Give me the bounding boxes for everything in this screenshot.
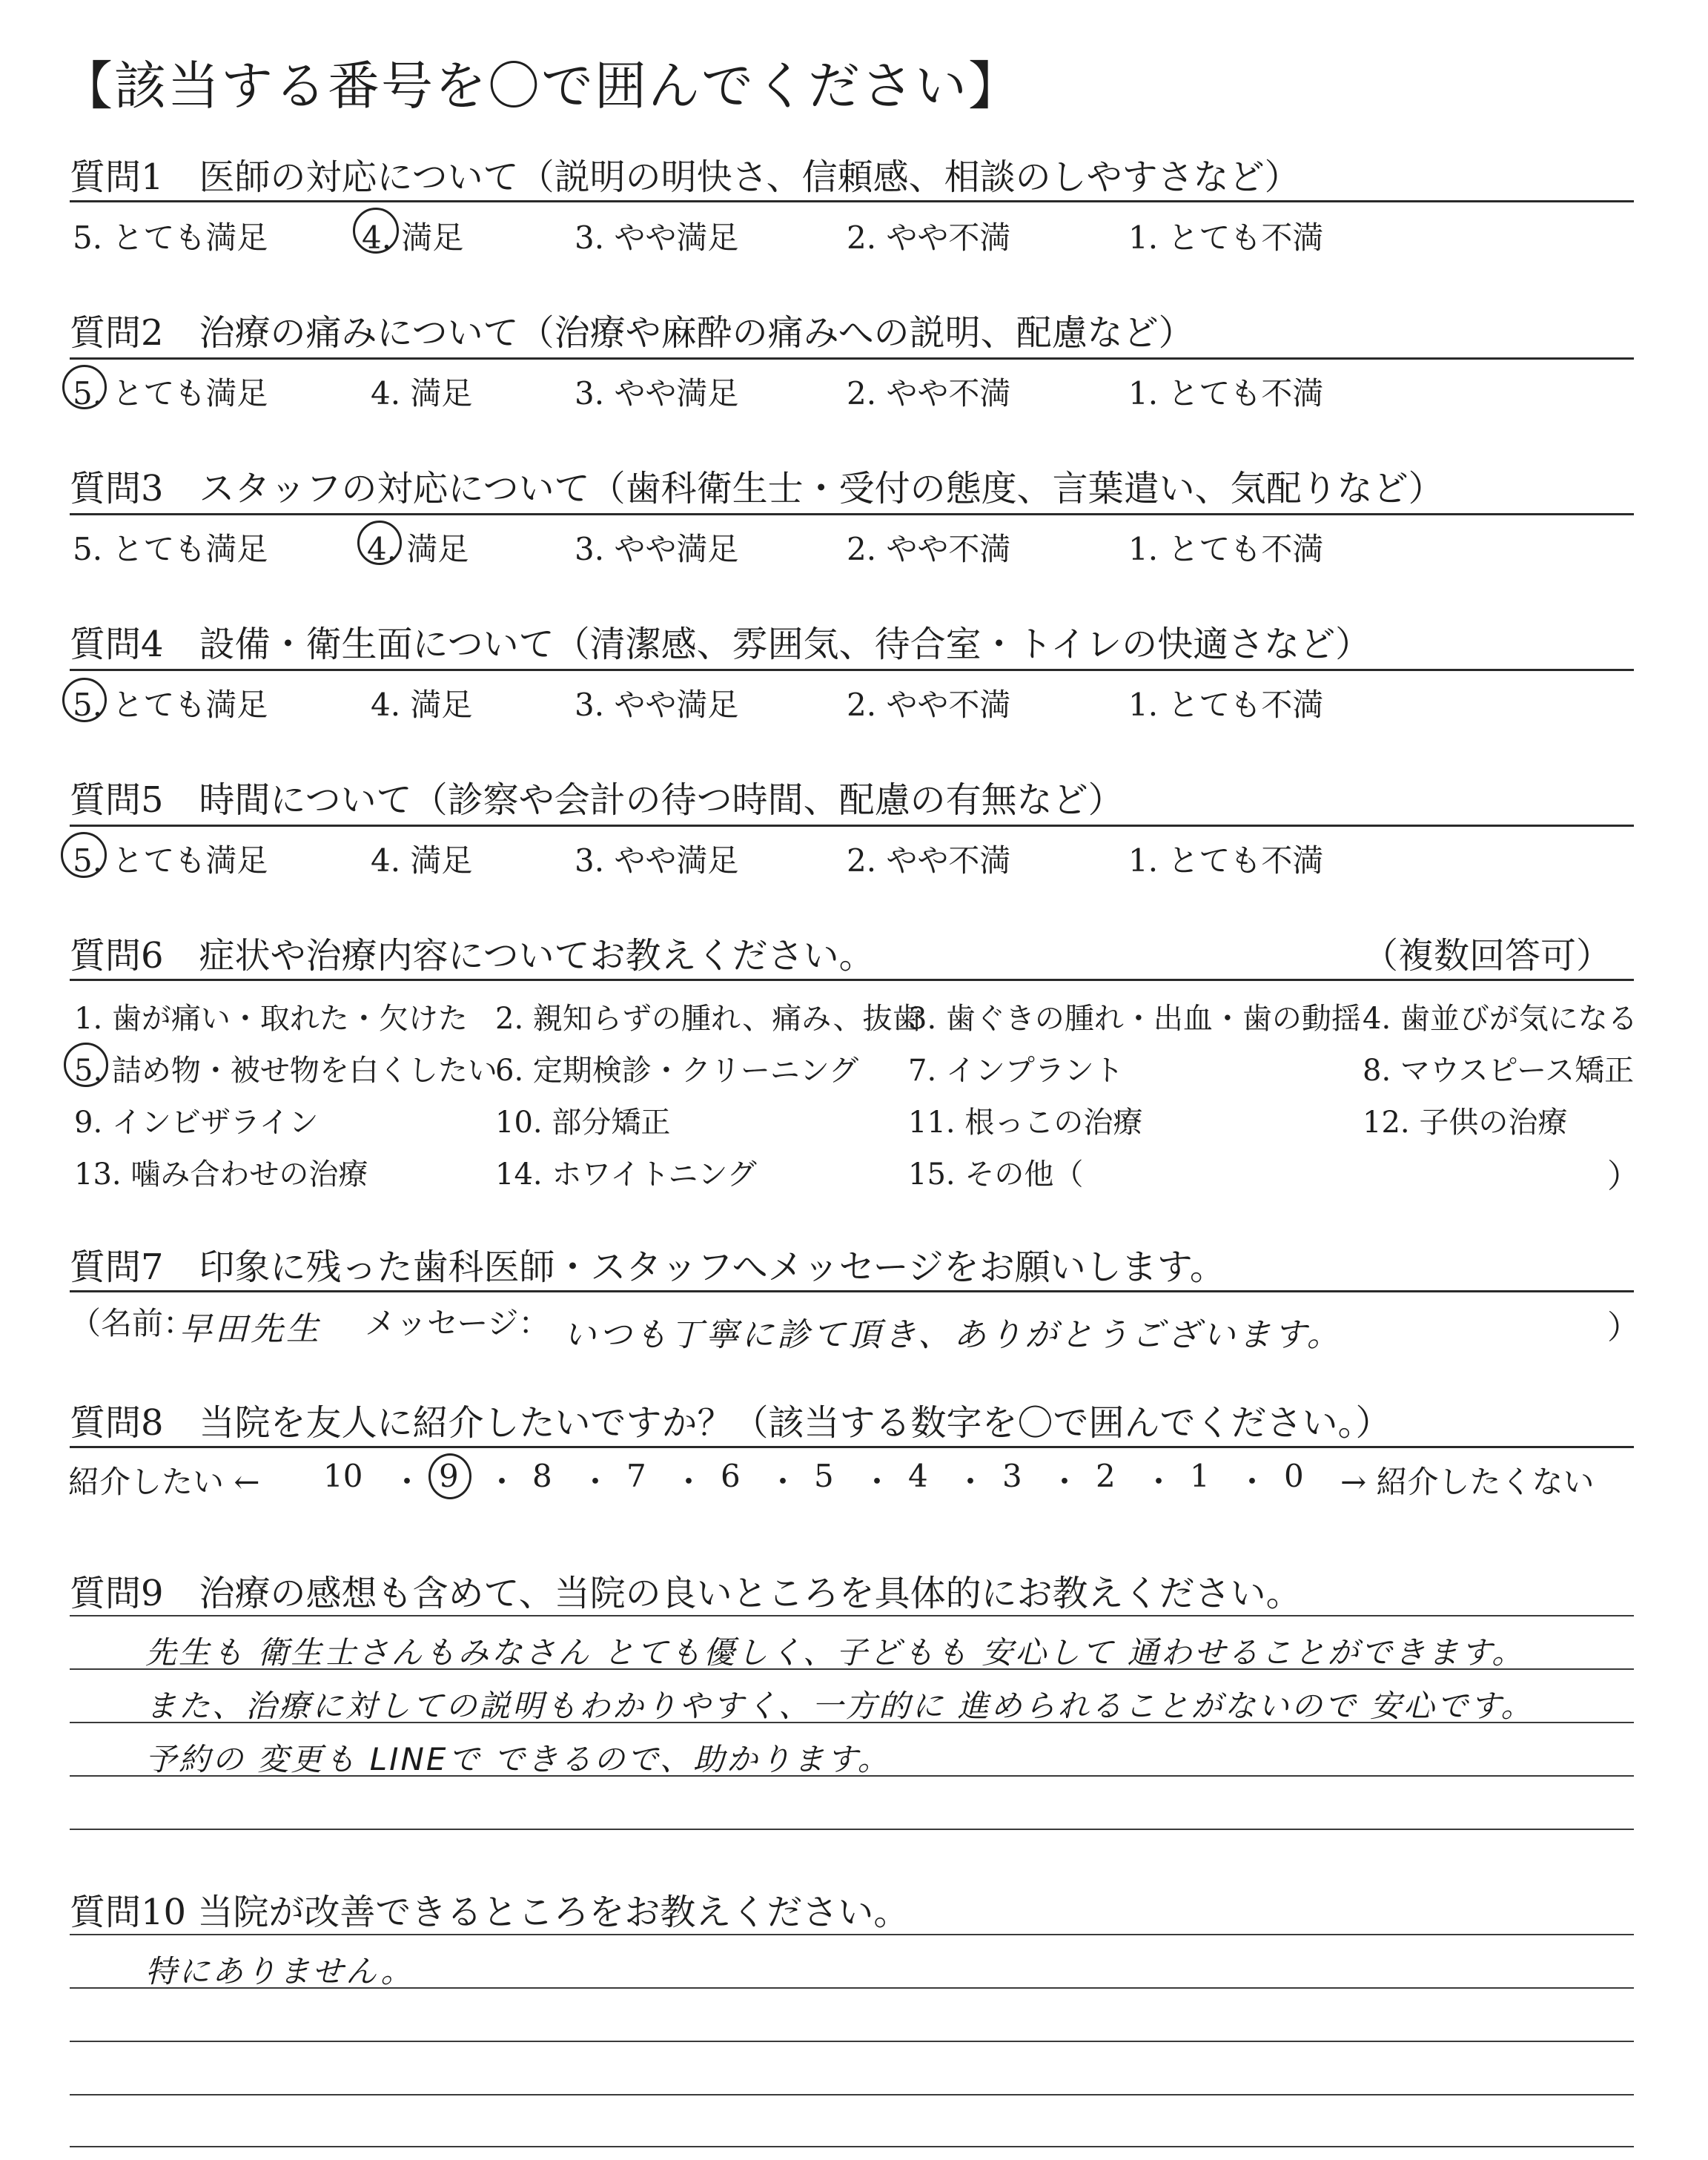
q6-multiple-note: （複数回答可）: [1363, 935, 1612, 977]
q8-scale-4[interactable]: 4: [908, 1458, 928, 1494]
q8-scale-1[interactable]: 1: [1190, 1458, 1210, 1494]
q8-separator: ・: [1143, 1464, 1175, 1500]
q3-option-2[interactable]: 2. やや不満: [847, 531, 1011, 567]
q9-answer-line-3[interactable]: 予約の 変更も LINEで できるので、助かります。: [145, 1741, 891, 1777]
q7-divider: [70, 1290, 1634, 1292]
q8-divider: [70, 1446, 1634, 1448]
q5-option-3[interactable]: 3. やや満足: [575, 842, 739, 879]
q1-option-5[interactable]: 5. とても満足: [73, 219, 268, 256]
q6-option-14[interactable]: 14. ホワイトニング: [495, 1157, 757, 1192]
q6-option-15[interactable]: 15. その他（: [908, 1157, 1084, 1192]
q10-line: [70, 2041, 1634, 2042]
q5-option-5[interactable]: 5. とても満足: [73, 842, 268, 879]
q2-option-2[interactable]: 2. やや不満: [847, 375, 1011, 412]
q8-left-label: 紹介したい ←: [68, 1464, 260, 1500]
q8-scale-9[interactable]: 9: [439, 1458, 459, 1494]
q1-option-1[interactable]: 1. とても不満: [1128, 219, 1324, 256]
q5-divider: [70, 825, 1634, 827]
q4-option-4[interactable]: 4. 満足: [371, 687, 473, 723]
q6-option-7[interactable]: 7. インプラント: [908, 1054, 1124, 1088]
q4-option-5[interactable]: 5. とても満足: [73, 687, 268, 723]
q1-option-4[interactable]: 4. 満足: [362, 219, 464, 256]
q7-message-value[interactable]: いつも丁寧に診て頂き、ありがとうございます。: [563, 1316, 1343, 1354]
q7-name-label: （名前：: [70, 1305, 195, 1341]
q3-question: 質問3 スタッフの対応について（歯科衛生士・受付の態度、言葉遣い、気配りなど）: [70, 468, 1444, 509]
q1-question: 質問1 医師の対応について（説明の明快さ、信頼感、相談のしやすさなど）: [70, 156, 1300, 198]
q8-selection-circle: [428, 1453, 471, 1499]
q9-answer-line-1[interactable]: 先生も 衛生士さんもみなさん とても優しく、子どもも 安心して 通わせることができます。: [145, 1634, 1526, 1671]
q8-separator: ・: [861, 1464, 893, 1500]
q10-question: 質問10 当院が改善できるところをお教えください。: [70, 1892, 910, 1933]
q5-selection-circle: [61, 832, 107, 878]
q10-line: [70, 2094, 1634, 2095]
q6-option-10[interactable]: 10. 部分矯正: [495, 1106, 671, 1140]
q2-option-1[interactable]: 1. とても不満: [1128, 375, 1324, 412]
q2-option-4[interactable]: 4. 満足: [371, 375, 473, 412]
q1-option-2[interactable]: 2. やや不満: [847, 219, 1011, 256]
q6-option-8[interactable]: 8. マウスピース矯正: [1363, 1054, 1635, 1088]
q3-option-4[interactable]: 4. 満足: [367, 531, 469, 567]
q2-option-5[interactable]: 5. とても満足: [73, 375, 268, 412]
q8-scale-5[interactable]: 5: [814, 1458, 834, 1494]
q4-divider: [70, 669, 1634, 671]
q9-question: 質問9 治療の感想も含めて、当院の良いところを具体的にお教えください。: [70, 1573, 1302, 1614]
q6-option-1[interactable]: 1. 歯が痛い・取れた・欠けた: [74, 1002, 468, 1036]
q4-option-1[interactable]: 1. とても不満: [1128, 687, 1324, 723]
q8-separator: ・: [1237, 1464, 1268, 1500]
q6-option-13[interactable]: 13. 噛み合わせの治療: [74, 1157, 368, 1192]
q8-scale-7[interactable]: 7: [626, 1458, 646, 1494]
q10-line: [70, 1934, 1634, 1935]
q2-divider: [70, 357, 1634, 360]
q7-name-value[interactable]: 早田先生: [179, 1310, 322, 1348]
q3-option-3[interactable]: 3. やや満足: [575, 531, 739, 567]
q6-option-2[interactable]: 2. 親知らずの腫れ、痛み、抜歯: [495, 1002, 922, 1036]
q2-question: 質問2 治療の痛みについて（治療や麻酔の痛みへの説明、配慮など）: [70, 312, 1194, 354]
q7-close-paren: ）: [1607, 1309, 1640, 1347]
q6-selection-circle: [64, 1043, 108, 1087]
q8-separator: ・: [955, 1464, 987, 1500]
form-title: 【該当する番号を〇で囲んでください】: [61, 56, 1022, 116]
q4-question: 質問4 設備・衛生面について（清潔感、雰囲気、待合室・トイレの快適さなど）: [70, 624, 1371, 665]
q6-option-9[interactable]: 9. インビザライン: [74, 1106, 319, 1140]
q5-option-1[interactable]: 1. とても不満: [1128, 842, 1324, 879]
q3-divider: [70, 513, 1634, 515]
q8-scale-0[interactable]: 0: [1284, 1458, 1304, 1494]
q10-answer-line-1[interactable]: 特にありません。: [145, 1953, 414, 1989]
q5-question: 質問5 時間について（診察や会計の待つ時間、配慮の有無など）: [70, 779, 1124, 821]
q8-scale-6[interactable]: 6: [721, 1458, 741, 1494]
q2-selection-circle: [62, 365, 107, 409]
q4-option-2[interactable]: 2. やや不満: [847, 687, 1011, 723]
q2-option-3[interactable]: 3. やや満足: [575, 375, 739, 412]
q4-option-3[interactable]: 3. やや満足: [575, 687, 739, 723]
q6-option-12[interactable]: 12. 子供の治療: [1363, 1106, 1568, 1140]
q6-divider: [70, 979, 1634, 981]
q6-option-5[interactable]: 5. 詰め物・被せ物を白くしたい: [74, 1054, 497, 1088]
q8-scale-10[interactable]: 10: [323, 1458, 363, 1494]
q7-message-label: メッセージ：: [365, 1305, 550, 1341]
q3-selection-circle: [357, 521, 402, 565]
q5-option-4[interactable]: 4. 満足: [371, 842, 473, 879]
q8-separator: ・: [1049, 1464, 1081, 1500]
q6-other-close: ）: [1607, 1157, 1640, 1195]
q8-separator: ・: [673, 1464, 705, 1500]
q8-scale-8[interactable]: 8: [532, 1458, 552, 1494]
q8-question: 質問8 当院を友人に紹介したいですか？（該当する数字を〇で囲んでください。）: [70, 1402, 1391, 1444]
q8-separator: ・: [486, 1464, 518, 1500]
q8-scale-3[interactable]: 3: [1002, 1458, 1022, 1494]
q7-question: 質問7 印象に残った歯科医師・スタッフへメッセージをお願いします。: [70, 1246, 1225, 1288]
q6-question: 質問6 症状や治療内容についてお教えください。: [70, 935, 875, 977]
q1-selection-circle: [353, 208, 399, 254]
q1-option-3[interactable]: 3. やや満足: [575, 219, 739, 256]
q9-line: [70, 1615, 1634, 1616]
q4-selection-circle: [62, 678, 107, 722]
q3-option-5[interactable]: 5. とても満足: [73, 531, 268, 567]
q3-option-1[interactable]: 1. とても不満: [1128, 531, 1324, 567]
q6-option-6[interactable]: 6. 定期検診・クリーニング: [495, 1054, 859, 1088]
q8-scale-2[interactable]: 2: [1096, 1458, 1116, 1494]
q5-option-2[interactable]: 2. やや不満: [847, 842, 1011, 879]
q6-option-4[interactable]: 4. 歯並びが気になる: [1363, 1002, 1638, 1036]
q8-right-label: → 紹介したくない: [1340, 1464, 1595, 1500]
q9-line: [70, 1829, 1634, 1830]
q1-divider: [70, 200, 1634, 202]
q8-separator: ・: [391, 1464, 423, 1500]
q9-answer-line-2[interactable]: また、治療に対しての説明もわかりやすく、一方的に 進められることがないので 安心です。: [145, 1688, 1535, 1724]
q8-separator: ・: [767, 1464, 799, 1500]
q10-line: [70, 2146, 1634, 2147]
q6-option-11[interactable]: 11. 根っこの治療: [908, 1106, 1143, 1140]
q6-option-3[interactable]: 3. 歯ぐきの腫れ・出血・歯の動揺: [908, 1002, 1361, 1036]
q8-separator: ・: [580, 1464, 612, 1500]
